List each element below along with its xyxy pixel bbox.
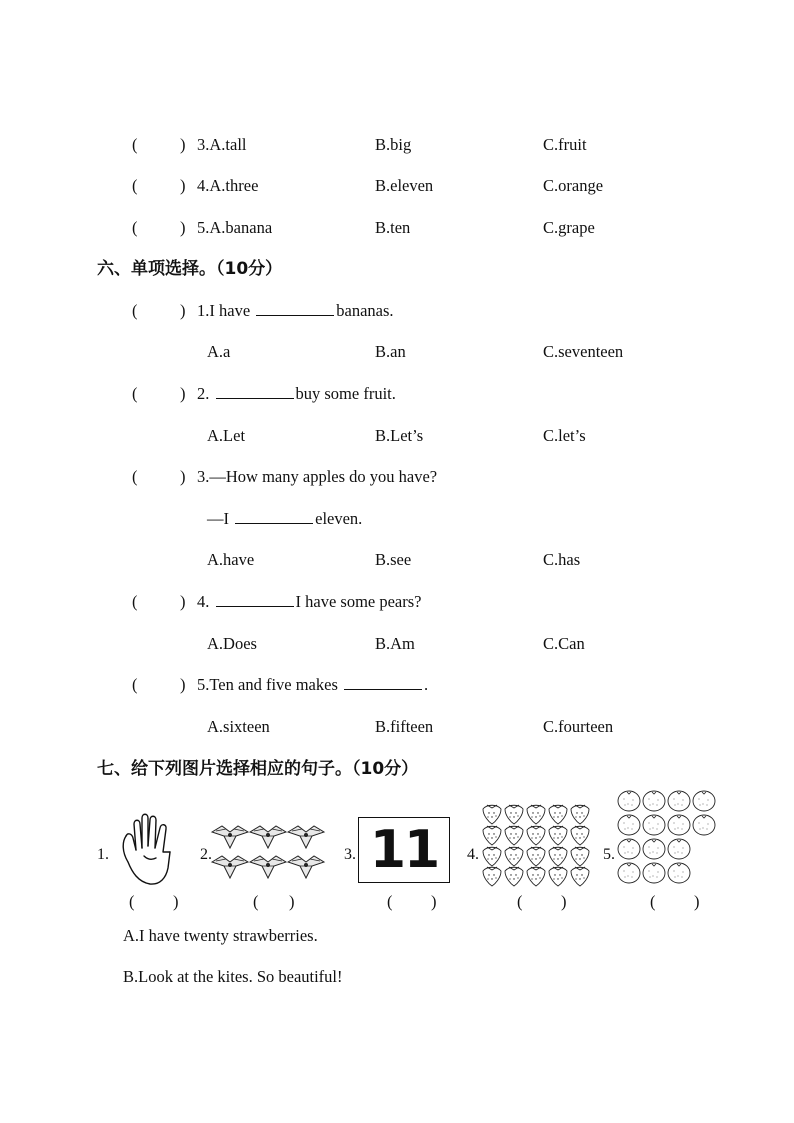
q6-4-stem-pre: 4. [197,592,210,611]
answer-blank [344,675,422,690]
answer-bracket-open: ( [129,892,135,911]
hand-icon [118,812,176,888]
q5-5-option-b: B.ten [375,218,411,237]
answer-bracket-open: ( [132,675,138,694]
q6-1-stem-post: bananas. [336,301,394,320]
answer-bracket-open: ( [650,892,656,911]
q6-3-reply-post: eleven. [315,509,363,528]
q6-3-stem: 3.—How many apples do you have? [197,467,438,486]
q6-2-stem [197,384,396,404]
q5-4-option-a: 4.A.three [197,176,259,195]
answer-blank [256,301,334,316]
answer-blank [216,592,294,607]
answer-bracket-close: ) [694,892,700,911]
q5-4-option-b: B.eleven [375,176,434,195]
q6-2-stem-post: buy some fruit. [295,384,396,403]
q6-3-option-c: C.has [543,550,581,569]
answer-bracket-close: ) [289,892,295,911]
answer-bracket-open: ( [132,301,138,320]
q5-3-option-c: C.fruit [543,135,587,154]
sentence-b: B.Look at the kites. So beautiful! [123,967,343,986]
answer-bracket-open: ( [253,892,259,911]
q5-3-option-b: B.big [375,135,412,154]
picture-1-label: 1. [97,846,109,863]
answer-bracket-open: ( [387,892,393,911]
picture-3-label: 3. [344,846,356,863]
answer-bracket-close: ) [180,218,186,237]
picture-2-label: 2. [200,846,212,863]
q6-1-stem [197,301,394,321]
answer-bracket-close: ) [180,675,186,694]
q6-3-reply-pre: —I [207,509,229,528]
answer-bracket-open: ( [132,592,138,611]
kites-icon [212,826,324,886]
answer-bracket-close: ) [180,176,186,195]
picture-5-label: 5. [603,846,615,863]
strawberries-icon [481,804,589,886]
answer-bracket-close: ) [431,892,437,911]
answer-bracket-close: ) [173,892,179,911]
answer-bracket-close: ) [561,892,567,911]
q6-1-option-b: B.an [375,342,406,361]
q6-5-option-a: A.sixteen [207,717,270,736]
picture-4-label: 4. [467,846,479,863]
q6-5-option-b: B.fifteen [375,717,434,736]
q6-1-option-a: A.a [207,342,231,361]
q6-4-stem-post: I have some pears? [295,592,422,611]
answer-bracket-close: ) [180,384,186,403]
section-6-heading: 六、单项选择。（10分） [97,259,283,279]
answer-bracket-open: ( [132,467,138,486]
q6-3-reply [207,509,362,529]
q6-5-option-c: C.fourteen [543,717,614,736]
q6-1-stem-pre: 1.I have [197,301,251,320]
q6-3-option-b: B.see [375,550,412,569]
answer-blank [216,384,294,399]
answer-bracket-close: ) [180,592,186,611]
answer-bracket-open: ( [132,176,138,195]
q6-2-option-b: B.Let’s [375,426,424,445]
q6-5-stem [197,675,428,695]
q6-2-option-c: C.let’s [543,426,586,445]
q6-2-option-a: A.Let [207,426,246,445]
q5-3-option-a: 3.A.tall [197,135,247,154]
q6-5-stem-pre: 5.Ten and five makes [197,675,338,694]
answer-bracket-open: ( [132,135,138,154]
answer-bracket-close: ) [180,301,186,320]
q6-4-stem [197,592,421,612]
answer-bracket-close: ) [180,467,186,486]
q5-5-option-c: C.grape [543,218,595,237]
answer-bracket-close: ) [180,135,186,154]
oranges-icon [618,790,720,886]
answer-bracket-open: ( [132,218,138,237]
sentence-a: A.I have twenty strawberries. [123,926,318,945]
q6-4-option-c: C.Can [543,634,585,653]
q6-3-option-a: A.have [207,550,255,569]
q6-4-option-a: A.Does [207,634,257,653]
number-card [358,817,450,883]
q6-1-option-c: C.seventeen [543,342,624,361]
q6-5-stem-post: . [424,675,429,694]
answer-bracket-open: ( [517,892,523,911]
q6-2-stem-pre: 2. [197,384,210,403]
q5-5-option-a: 5.A.banana [197,218,273,237]
number-card-value: 11 [369,820,439,880]
answer-blank [235,509,313,524]
q6-4-option-b: B.Am [375,634,415,653]
answer-bracket-open: ( [132,384,138,403]
q5-4-option-c: C.orange [543,176,604,195]
section-7-heading: 七、给下列图片选择相应的句子。（10分） [97,759,419,779]
